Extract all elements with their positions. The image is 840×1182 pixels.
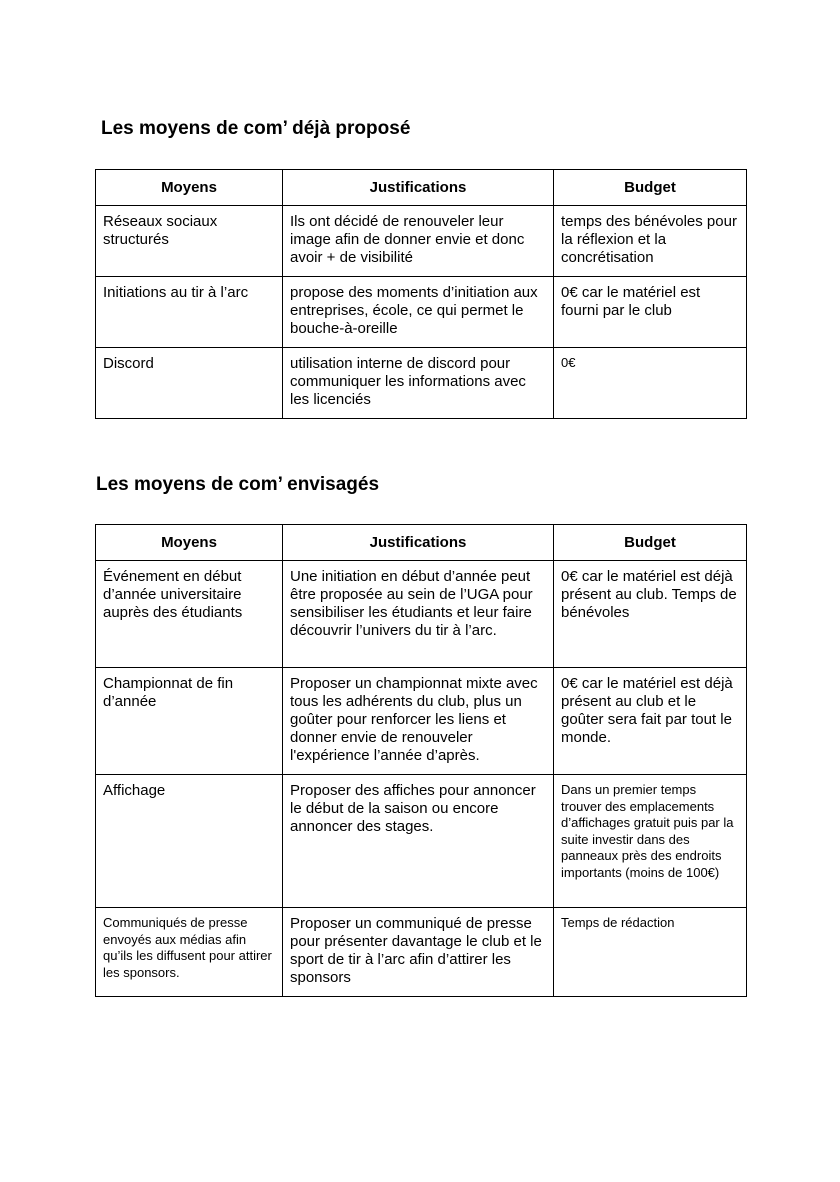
section-title-planned: Les moyens de com’ envisagés: [96, 474, 380, 495]
table-row: [96, 277, 747, 348]
column-header-justifications: Justifications: [283, 525, 554, 561]
cell-moyen: Réseaux sociaux structurés: [96, 206, 283, 277]
cell-budget: 0€ car le matériel est fourni par le club: [554, 277, 747, 348]
cell-moyen: Communiqués de presse envoyés aux médias afin qu’ils les diffusent pour attirer les sponsors.: [96, 908, 283, 997]
column-header-budget: Budget: [554, 525, 747, 561]
cell-moyen: Championnat de fin d’année: [96, 668, 283, 775]
cell-justification: propose des moments d’initiation aux entreprises, école, ce qui permet le bouche-à-oreille: [283, 277, 554, 348]
cell-budget: 0€: [554, 348, 747, 419]
planned-means-table: [95, 524, 747, 997]
table-row: [96, 668, 747, 775]
cell-budget: temps des bénévoles pour la réflexion et la concrétisation: [554, 206, 747, 277]
column-header-moyens: Moyens: [96, 525, 283, 561]
table-row: [96, 206, 747, 277]
cell-justification: Proposer un championnat mixte avec tous les adhérents du club, plus un goûter pour renforcer les liens et donner envie de renouveler l'expérience l’année d’après.: [283, 668, 554, 775]
cell-budget: 0€ car le matériel est déjà présent au club et le goûter sera fait par tout le monde.: [554, 668, 747, 775]
cell-justification: utilisation interne de discord pour communiquer les informations avec les licenciés: [283, 348, 554, 419]
table-row: [96, 561, 747, 668]
table-header-row: [96, 170, 747, 206]
cell-budget: Temps de rédaction: [554, 908, 747, 997]
cell-budget: 0€ car le matériel est déjà présent au club. Temps de bénévoles: [554, 561, 747, 668]
existing-means-table: [95, 169, 747, 419]
cell-budget: Dans un premier temps trouver des emplacements d’affichages gratuit puis par la suite investir dans des panneaux près des endroits importants (moins de 100€): [554, 775, 747, 908]
column-header-moyens: Moyens: [96, 170, 283, 206]
cell-justification: Une initiation en début d’année peut être proposée au sein de l’UGA pour sensibiliser les étudiants et leur faire découvrir l’univers du tir à l’arc.: [283, 561, 554, 668]
section-title-existing: Les moyens de com’ déjà proposé: [101, 118, 411, 139]
cell-justification: Proposer des affiches pour annoncer le début de la saison ou encore annoncer des stages.: [283, 775, 554, 908]
cell-justification: Ils ont décidé de renouveler leur image afin de donner envie et donc avoir + de visibilité: [283, 206, 554, 277]
cell-moyen: Discord: [96, 348, 283, 419]
table-row: [96, 348, 747, 419]
cell-justification: Proposer un communiqué de presse pour présenter davantage le club et le sport de tir à l’arc afin d’attirer les sponsors: [283, 908, 554, 997]
cell-moyen: Initiations au tir à l’arc: [96, 277, 283, 348]
table-row: [96, 775, 747, 908]
table-row: [96, 908, 747, 997]
cell-moyen: Affichage: [96, 775, 283, 908]
table-header-row: [96, 525, 747, 561]
column-header-budget: Budget: [554, 170, 747, 206]
column-header-justifications: Justifications: [283, 170, 554, 206]
cell-moyen: Événement en début d’année universitaire auprès des étudiants: [96, 561, 283, 668]
